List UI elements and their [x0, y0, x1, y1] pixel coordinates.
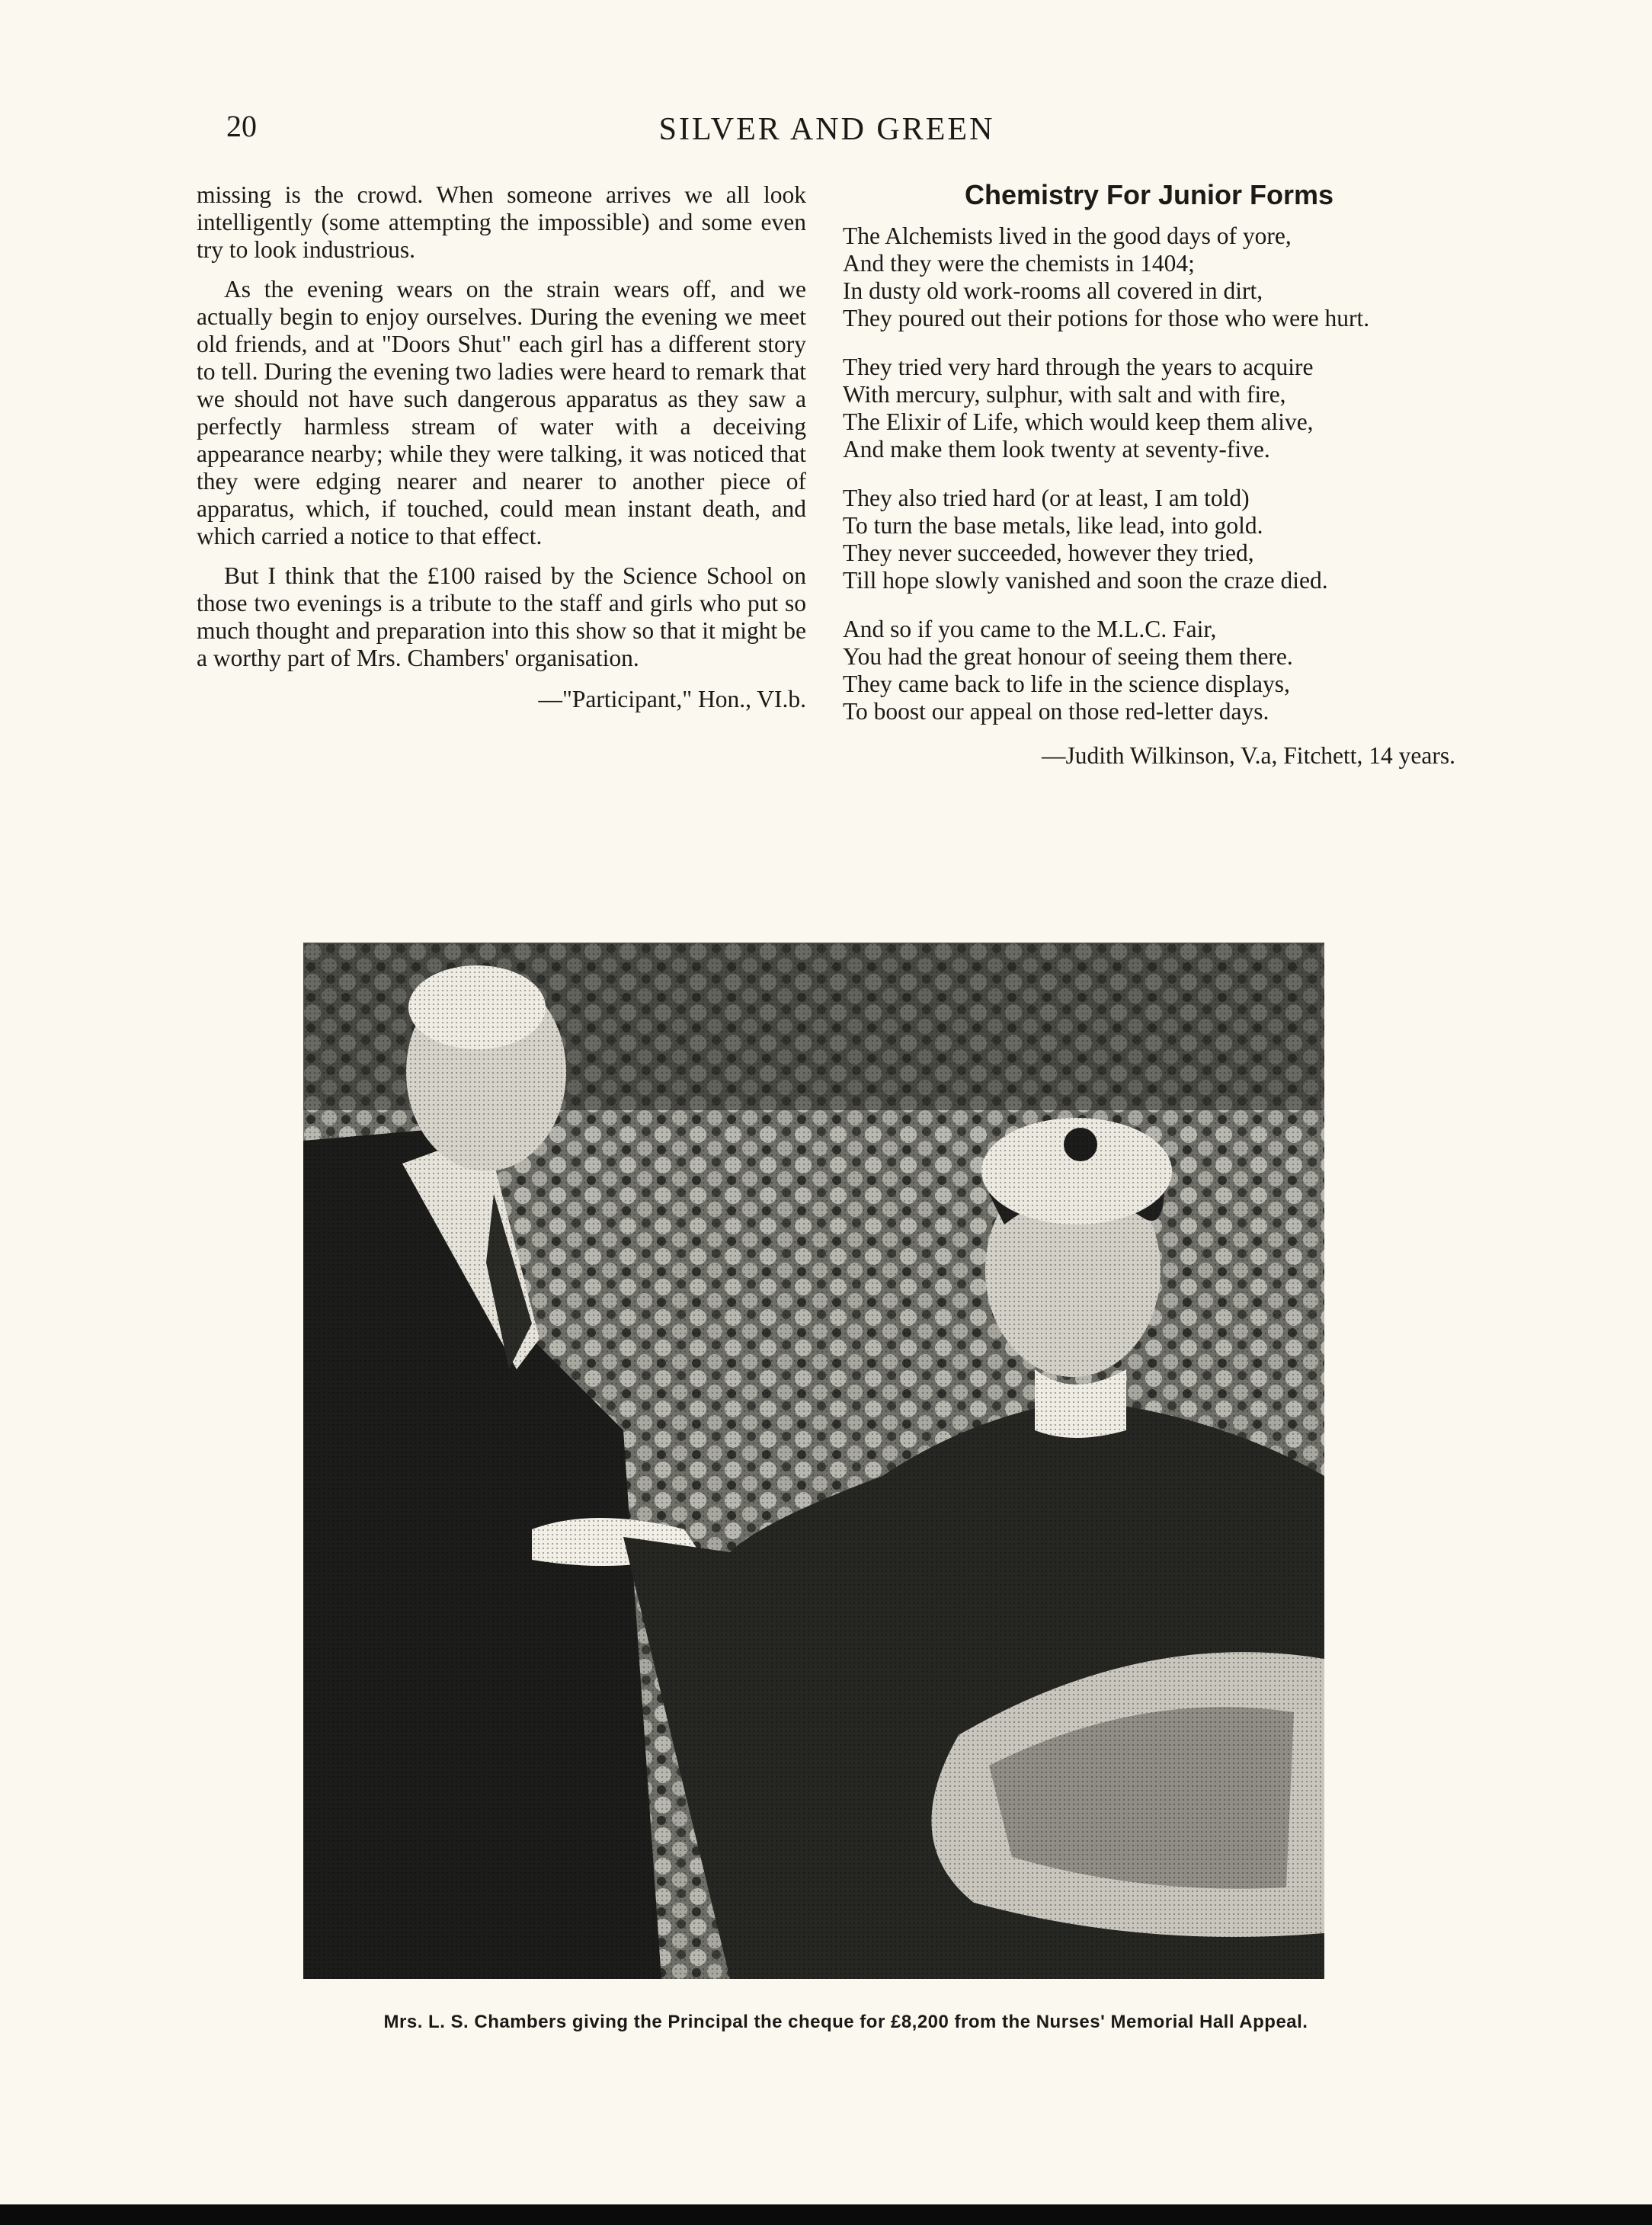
- paragraph: But I think that the £100 raised by the Science School on those two evenings is a tribute to the staff and girls who put so much thought and preparation into this show so that it might be a worthy part of Mrs. Chambers' organisation.: [197, 562, 806, 671]
- poem-line: To boost our appeal on those red-letter days.: [843, 698, 1269, 725]
- halftone-photograph: [303, 943, 1324, 1979]
- photo-caption: Mrs. L. S. Chambers giving the Principal the cheque for £8,200 from the Nurses' Memorial Hall Appeal.: [383, 2012, 1308, 2032]
- paragraph: missing is the crowd. When someone arrives we all look intelligently (some attempting the impossible) and some even try to look industrious.: [197, 181, 806, 263]
- photograph-illustration: [303, 943, 1324, 1979]
- paragraph: As the evening wears on the strain wears off, and we actually begin to enjoy ourselves. During the evening we meet old friends, and at "Doors Shut" each girl has a different story to tell. During the evening two ladies were heard to remark that we should not have such dangerous apparatus as they saw a perfectly harmless stream of water with a deceiving appearance nearby; while they were talking, it was noticed that they were edging nearer and nearer to another piece of apparatus, which, if touched, could mean instant death, and which carried a notice to that effect.: [197, 276, 806, 549]
- poem-stanza: [843, 222, 1455, 332]
- page-number: 20: [226, 109, 257, 143]
- scan-border: [0, 2204, 1652, 2225]
- poem-line: With mercury, sulphur, with salt and with fire,: [843, 381, 1286, 408]
- poem-line: And they were the chemists in 1404;: [843, 250, 1195, 277]
- poem-signature: —Judith Wilkinson, V.a, Fitchett, 14 years.: [1042, 742, 1455, 769]
- poem-line: You had the great honour of seeing them there.: [843, 643, 1293, 670]
- poem-line: The Elixir of Life, which would keep them alive,: [843, 408, 1314, 435]
- poem-line: And make them look twenty at seventy-five.: [843, 436, 1270, 463]
- poem-title: Chemistry For Junior Forms: [964, 179, 1334, 210]
- article-continuation: [197, 181, 806, 725]
- poem-line: And so if you came to the M.L.C. Fair,: [843, 616, 1217, 642]
- page-title: SILVER AND GREEN: [658, 112, 995, 147]
- poem-stanza: [843, 354, 1455, 463]
- poem-line: They never succeeded, however they tried,: [843, 539, 1254, 566]
- poem-line: To turn the base metals, like lead, into gold.: [843, 512, 1263, 539]
- poem: [843, 181, 1455, 770]
- article-signature: —"Participant," Hon., VI.b.: [538, 686, 806, 712]
- poem-line: The Alchemists lived in the good days of yore,: [843, 222, 1292, 249]
- poem-line: They tried very hard through the years to acquire: [843, 354, 1314, 380]
- poem-stanza: [843, 485, 1455, 594]
- poem-line: They also tried hard (or at least, I am told): [843, 485, 1250, 511]
- poem-line: Till hope slowly vanished and soon the craze died.: [843, 567, 1328, 594]
- poem-line: In dusty old work-rooms all covered in dirt,: [843, 277, 1263, 304]
- poem-line: They came back to life in the science displays,: [843, 671, 1290, 697]
- poem-line: They poured out their potions for those who were hurt.: [843, 305, 1370, 331]
- poem-stanza: [843, 616, 1455, 725]
